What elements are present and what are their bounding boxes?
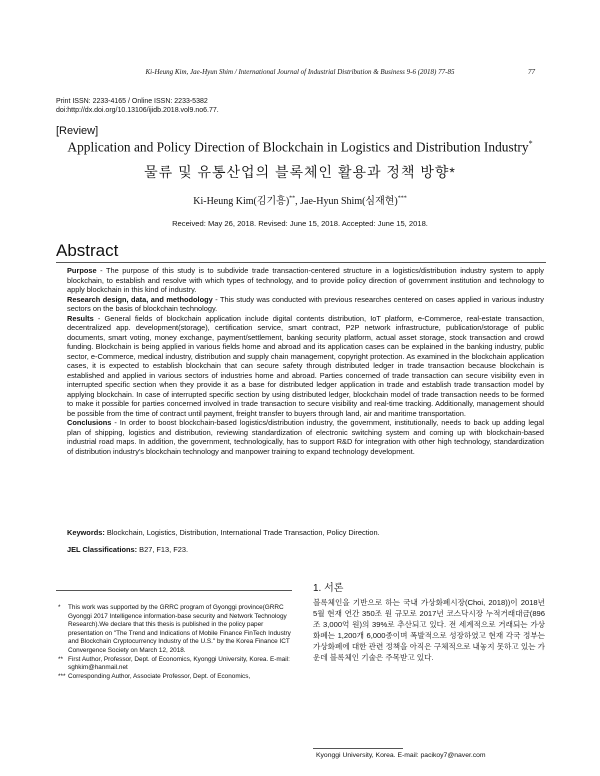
issn-line: Print ISSN: 2233-4165 / Online ISSN: 2233-5382 bbox=[56, 98, 208, 105]
article-type: [Review] bbox=[56, 125, 99, 137]
author-separator: , bbox=[295, 196, 301, 207]
section-body: 블록체인을 기반으로 하는 국내 가상화폐시장(Choi, 2018))이 2018년 5월 현재 연간 350조 원 규모로 2017년 코스닥시장 누적거래대금(896조 3,000억 원)의 39%로 추산되고 있다. 전 세계적으로 거래되는 가상화폐는 1,200개 6,000종이며 폭발적으로 성장하였고 현재 각국 정부는 가상화폐에 대한 관련 정책을 아직은 구체적으로 내놓지 못하고 있는 가운데 블록체인 기술은 주목받고 있다. bbox=[313, 598, 545, 662]
footnote-first-author bbox=[58, 656, 294, 673]
abstract-heading: Abstract bbox=[56, 241, 119, 260]
keywords bbox=[67, 528, 544, 537]
jel-text: B27, F13, F23. bbox=[137, 545, 189, 554]
keywords-text: Blockchain, Logistics, Distribution, International Trade Transaction, Policy Direction. bbox=[104, 528, 380, 537]
footnote-text: This work was supported by the GRRC program of Gyonggi province(GRRC Gyonggi 2017 Intelligence information-base security and Network Technology Research).We declare that this thesis is published in the policy paper presentation on "The Trend and Indications of Mobile Finance FinTech Industry and Blockchain Cryptocurrency Industry of the U.S." by the Korea Finance ICT Convergence Society on March 12, 2018. bbox=[68, 604, 291, 654]
results-text: - General fields of blockchain application include digital contents distribution, IoT platform, e-Commerce, real-estate transaction, decentralized app. development(storage), certification service, smart contract, P2P network infrastructure, publication/storage of public documents, smart voting, money exchange, payment/settlement, banking security platform, actual asset storage, stock transaction and crowd funding. Blockchain is being applied in various fields home and abroad and its application cases can be explained in the banking industry, public sector, e-Commerce, medical industry, distribution and supply chain management, copyright protection. As examined in the blockchain application cases, it is expected to establish blockchain that can secure safety through distributed ledger in trade transaction because blockchain is established and applied in various sectors of industries home and abroad. Parties concerned of trade transaction can secure visibility even in interrupted specific section when they provide it as a base for distributed ledger application in trade and establish trade transaction model by applying blockchain. In case of interrupted specific section by using distributed ledger, blockchain model of trade transaction needs to be formed to make it possible for parties concerned involved in trade transaction to secure visibility and real-time tracking. Additionally, management should be possible from the time of contract until payment, freight transfer to buyers through land, air and maritime transportation. bbox=[67, 313, 544, 418]
abstract-conclusions bbox=[67, 418, 544, 456]
submission-dates: Received: May 26, 2018. Revised: June 15, 2018. Accepted: June 15, 2018. bbox=[172, 219, 428, 228]
title-text: Application and Policy Direction of Blockchain in Logistics and Distribution Industry bbox=[67, 139, 529, 155]
footnote-marker: *** bbox=[58, 672, 66, 680]
keywords-label: Keywords: bbox=[67, 528, 105, 537]
author-second: Jae-Hyun Shim(심재현) bbox=[300, 196, 398, 207]
doi-line: doi:http://dx.doi.org/10.13106/ijidb.2018.vol9.no6.77. bbox=[56, 107, 219, 114]
footnote-continued: Kyonggi University, Korea. E-mail: pacikoy7@naver.com bbox=[316, 752, 486, 759]
purpose-text: - The purpose of this study is to subdivide trade transaction-centered structure in a logistics/distribution industry system to apply blockchain, to establish and resolve with which types of technology, and to provide policy direction of government institution and technology to apply blockchain in this kind of industry. bbox=[67, 266, 544, 294]
footnote-text: Corresponding Author, Associate Professor, Dept. of Economics, bbox=[68, 672, 251, 680]
footnote-marker: ** bbox=[58, 655, 63, 663]
abstract-design bbox=[67, 295, 544, 314]
authors bbox=[0, 192, 600, 207]
abstract-purpose bbox=[67, 266, 544, 295]
conclusions-label: Conclusions bbox=[67, 418, 112, 427]
results-label: Results bbox=[67, 313, 94, 323]
jel-classifications bbox=[67, 545, 544, 554]
jel-label: JEL Classifications: bbox=[67, 545, 138, 554]
footnote-corresponding-author bbox=[58, 673, 294, 682]
footnote-divider bbox=[56, 590, 292, 591]
footnote-marker: * bbox=[58, 604, 61, 611]
title-footnote-mark: * bbox=[528, 139, 533, 148]
footnote-funding bbox=[58, 604, 294, 656]
conclusions-text: - In order to boost blockchain-based logistics/distribution industry, the government, institutionally, needs to back up adding legal plan of shipping, logistics and distribution, reviewing standardization of electronic switching system and coming up with blockchain-based industrial road maps. In addition, the government, technologically, has to support R&D for integration with other high technology, standardization of distribution industry's blockchain technology and manpower training to expand technology development. bbox=[67, 418, 544, 456]
author-first-mark: ** bbox=[289, 195, 296, 202]
abstract-results bbox=[67, 314, 544, 419]
section-heading: 1. 서론 bbox=[313, 583, 344, 594]
issn-block bbox=[56, 97, 219, 115]
purpose-label: Purpose bbox=[67, 266, 97, 275]
footnote-divider-right bbox=[313, 748, 403, 749]
design-label: Research design, data, and methodology bbox=[67, 294, 213, 304]
author-first: Ki-Heung Kim(김기흥) bbox=[193, 196, 290, 207]
abstract-divider bbox=[56, 262, 546, 263]
abstract-body bbox=[67, 266, 544, 456]
author-second-mark: *** bbox=[397, 195, 407, 202]
paper-title bbox=[0, 139, 600, 155]
footnote-text: First Author, Professor, Dept. of Economics, Kyonggi University, Korea. E-mail: sghkim@hanmail.net bbox=[68, 655, 290, 672]
footnotes bbox=[58, 604, 294, 681]
design-text: - This study was conducted with previous researches centered on cases applied in various industry sectors on the basis of blockchain technology. bbox=[67, 294, 544, 313]
korean-title: 물류 및 유통산업의 블록체인 활용과 정책 방향* bbox=[144, 164, 456, 180]
running-header: Ki-Heung Kim, Jae-Hyun Shim / International Journal of Industrial Distribution & Business 9-6 (2018) 77-85 bbox=[145, 68, 455, 76]
page-number: 77 bbox=[528, 68, 535, 76]
